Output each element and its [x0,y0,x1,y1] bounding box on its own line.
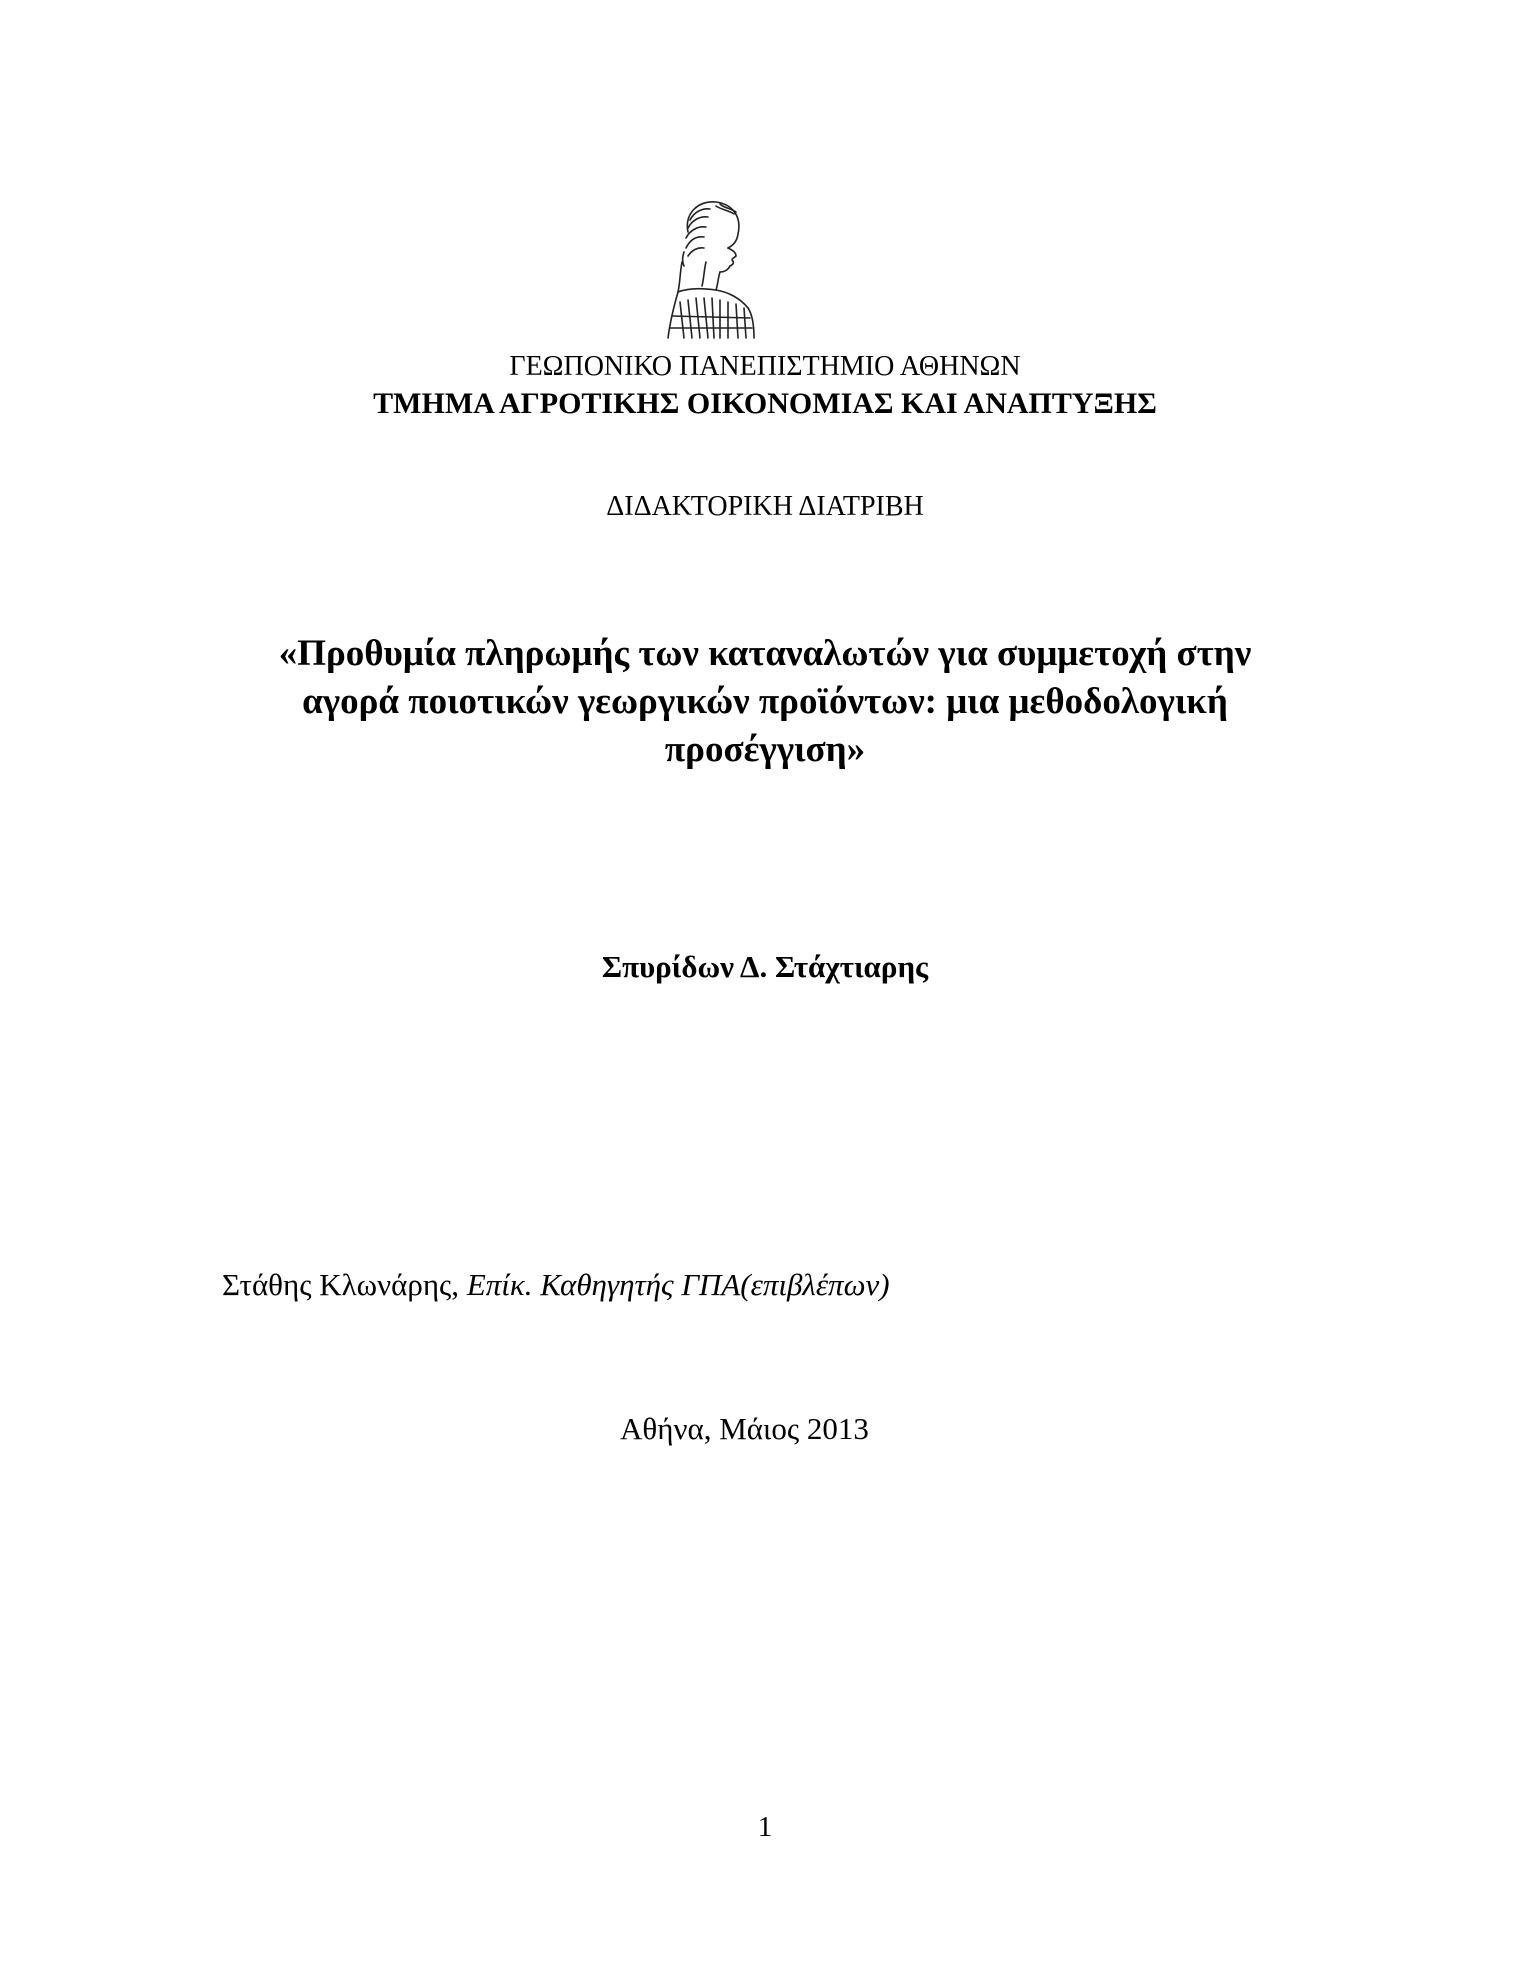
department-name: ΤΜΗΜΑ ΑΓΡΟΤΙΚΗΣ ΟΙΚΟΝΟΜΙΑΣ ΚΑΙ ΑΝΑΠΤΥΞΗΣ [373,387,1157,420]
document-type: ΔΙΔΑΚΤΟΡΙΚΗ ΔΙΑΤΡΙΒΗ [606,491,924,522]
thesis-title-line: αγορά ποιοτικών γεωργικών προϊόντων: μια μεθοδολογική [302,681,1228,722]
university-emblem-icon [658,192,764,340]
place-date: Αθήνα, Μάιος 2013 [620,1411,869,1446]
supervisor-name: Στάθης Κλωνάρης, [222,1267,467,1302]
thesis-title-line: προσέγγιση» [664,729,866,770]
thesis-title-line: «Προθυμία πληρωμής των καταναλωτών για συμμετοχή στην [278,633,1252,674]
university-name: ΓΕΩΠΟΝΙΚΟ ΠΑΝΕΠΙΣΤΗΜΙΟ ΑΘΗΝΩΝ [509,351,1021,382]
thesis-title [200,630,1330,774]
supervisor-line [222,1266,890,1304]
author-name: Σπυρίδων Δ. Στάχτιαρης [601,949,929,984]
page-number: 1 [757,1811,773,1843]
supervisor-role: Επίκ. Καθηγητής ΓΠΑ(επιβλέπων) [466,1267,890,1302]
